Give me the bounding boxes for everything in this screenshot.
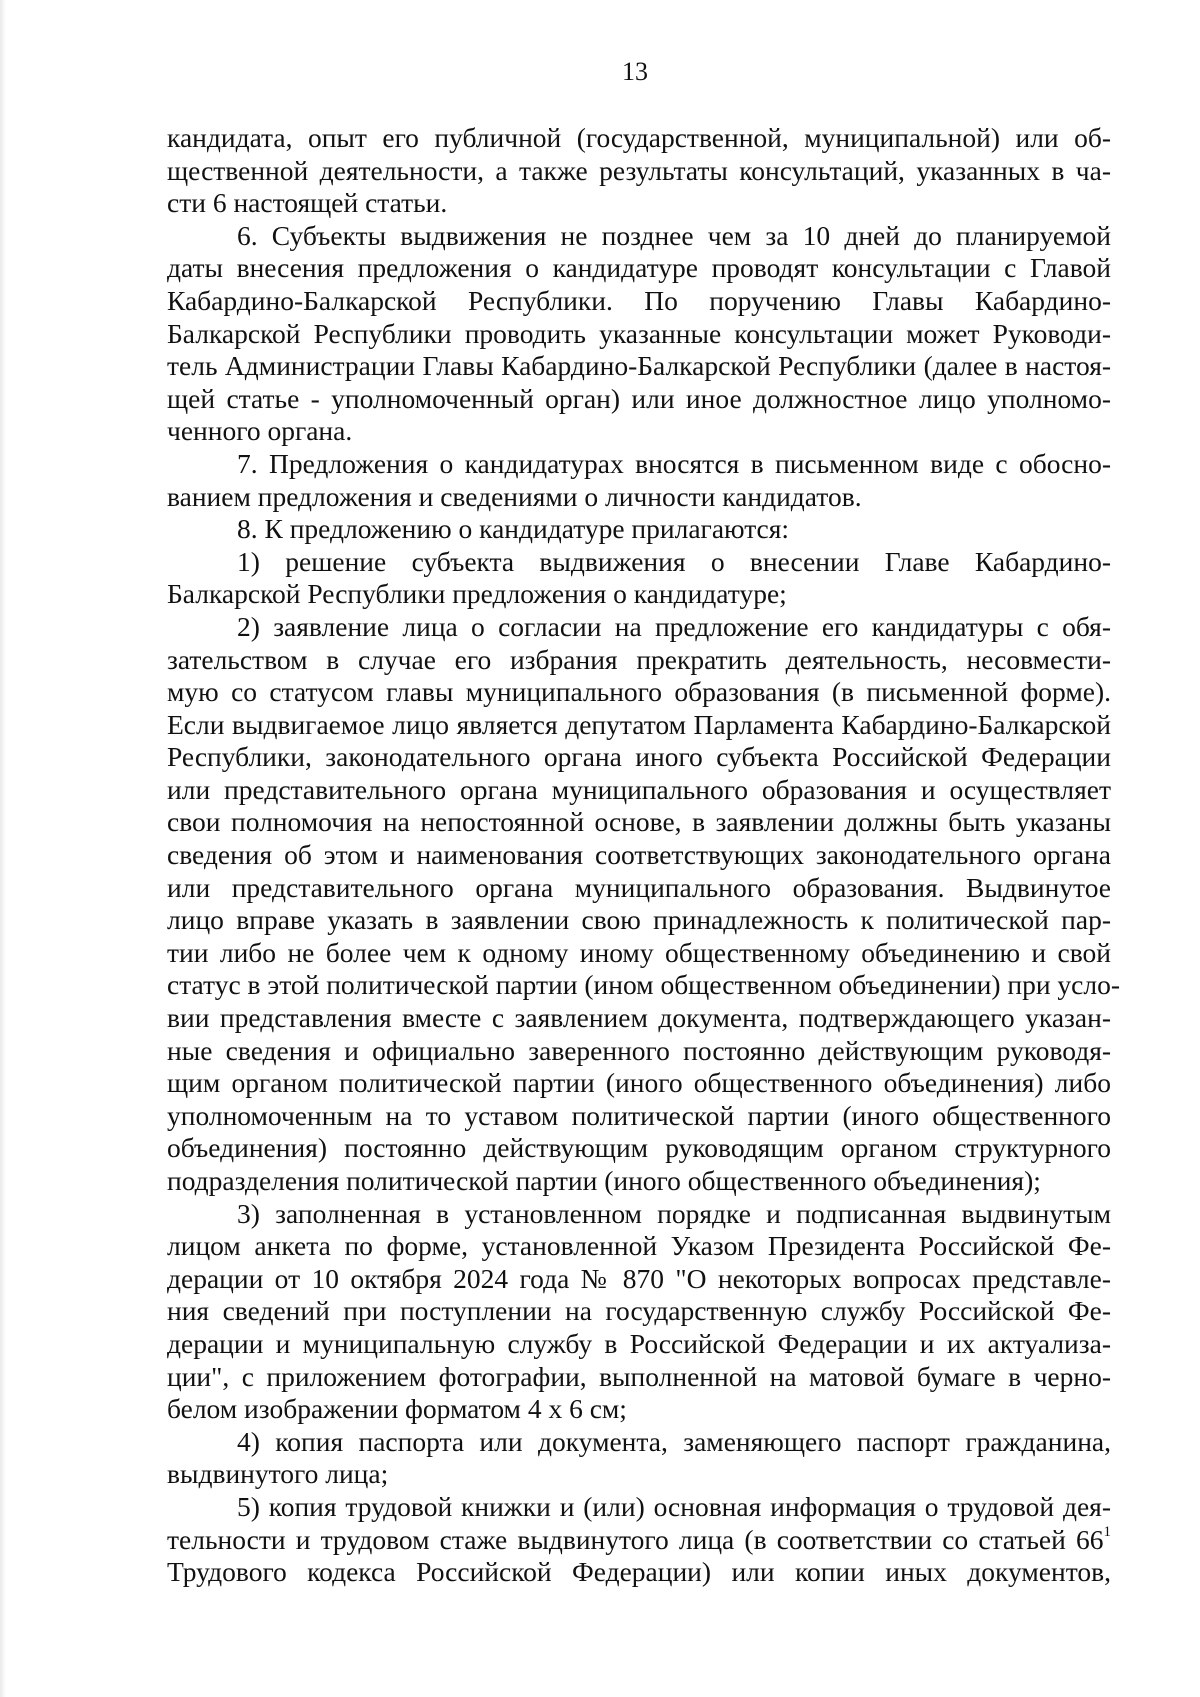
text-line: тель Администрации Главы Кабардино-Балкарской Республики (далее в настоя- bbox=[167, 350, 1111, 382]
text-line: 5) копия трудовой книжки и (или) основная информация о трудовой дея- bbox=[237, 1490, 1111, 1522]
paragraph bbox=[167, 122, 1111, 220]
text-line: ные сведения и официально заверенного постоянно действующим руководя- bbox=[167, 1034, 1111, 1066]
text-line: тии либо не более чем к одному иному общественному объединению и свой bbox=[167, 936, 1111, 968]
paragraph bbox=[167, 513, 1111, 546]
paragraph bbox=[167, 1491, 1111, 1589]
text-line: уполномоченным на то уставом политической партии (иного общественного bbox=[167, 1099, 1111, 1131]
text-line: дерации и муниципальную службу в Российской Федерации и их актуализа- bbox=[167, 1327, 1111, 1359]
paragraph bbox=[167, 1198, 1111, 1426]
text-line-with-footnote bbox=[167, 1524, 1111, 1557]
text-line: 2) заявление лица о согласии на предложение его кандидатуры с обя- bbox=[237, 610, 1111, 642]
paragraph bbox=[167, 546, 1111, 611]
text-line: дерации от 10 октября 2024 года № 870 "О некоторых вопросах представле- bbox=[167, 1262, 1111, 1294]
text-line-content: тельности и трудовом стаже выдвинутого лица (в соответствии со статьей 66 bbox=[167, 1523, 1104, 1555]
text-line: 1) решение субъекта выдвижения о внесении Главе Кабардино- bbox=[237, 545, 1111, 577]
text-line: Балкарской Республики предложения о кандидатуре; bbox=[167, 578, 787, 610]
scan-edge bbox=[0, 0, 6, 1697]
text-line: Республики, законодательного органа иного субъекта Российской Федерации bbox=[167, 741, 1111, 773]
text-line: сведения об этом и наименования соответствующих законодательного органа bbox=[167, 839, 1111, 871]
text-line: Кабардино-Балкарской Республики. По поручению Главы Кабардино- bbox=[167, 284, 1111, 316]
paragraph bbox=[167, 220, 1111, 448]
text-line: щей статье - уполномоченный орган) или иное должностное лицо уполномо- bbox=[167, 382, 1111, 414]
text-line: кандидата, опыт его публичной (государственной, муниципальной) или об- bbox=[167, 122, 1111, 153]
text-line: зательством в случае его избрания прекратить деятельность, несовмести- bbox=[167, 643, 1111, 675]
text-line: статус в этой политической партии (ином общественном объединении) при усло- bbox=[167, 969, 1121, 1001]
text-line: 8. К предложению о кандидатуре прилагаются: bbox=[237, 513, 790, 545]
page-number: 13 bbox=[622, 57, 648, 86]
text-line: белом изображении форматом 4 х 6 см; bbox=[167, 1393, 627, 1425]
text-line: сти 6 настоящей статьи. bbox=[167, 187, 448, 219]
text-line: Балкарской Республики проводить указанные консультации может Руководи- bbox=[167, 317, 1111, 349]
paragraph bbox=[167, 1426, 1111, 1491]
text-line: или представительного органа муниципального образования. Выдвинутое bbox=[167, 871, 1111, 903]
text-line: 4) копия паспорта или документа, заменяющего паспорт гражданина, bbox=[237, 1425, 1111, 1457]
text-line: ния сведений при поступлении на государственную службу Российской Фе- bbox=[167, 1295, 1111, 1327]
text-line: ванием предложения и сведениями о личности кандидатов. bbox=[167, 480, 862, 512]
text-line: ченного органа. bbox=[167, 415, 353, 447]
paragraph bbox=[167, 448, 1111, 513]
text-line: мую со статусом главы муниципального образования (в письменной форме). bbox=[167, 676, 1111, 708]
text-line: объединения) постоянно действующим руководящим органом структурного bbox=[167, 1132, 1111, 1164]
text-line: вии представления вместе с заявлением документа, подтверждающего указан- bbox=[167, 1002, 1111, 1034]
text-line: или представительного органа муниципального образования и осуществляет bbox=[167, 773, 1111, 805]
text-line: даты внесения предложения о кандидатуре проводят консультации с Главой bbox=[167, 252, 1111, 284]
document-body bbox=[167, 122, 1121, 1589]
text-line: щим органом политической партии (иного общественного объединения) либо bbox=[167, 1067, 1111, 1099]
text-line: лицом анкета по форме, установленной Указом Президента Российской Фе- bbox=[167, 1230, 1111, 1262]
text-line: щественной деятельности, а также результаты консультаций, указанных в ча- bbox=[167, 154, 1111, 186]
text-line: подразделения политической партии (иного общественного объединения); bbox=[167, 1165, 1041, 1196]
text-line: Трудового кодекса Российской Федерации) или копии иных документов, bbox=[167, 1556, 1111, 1588]
paragraph bbox=[167, 610, 1121, 1198]
text-line: лицо вправе указать в заявлении свою принадлежность к политической пар- bbox=[167, 904, 1111, 936]
text-line: 3) заполненная в установленном порядке и подписанная выдвинутым bbox=[237, 1197, 1111, 1229]
text-line: свои полномочия на непостоянной основе, в заявлении должны быть указаны bbox=[167, 806, 1111, 838]
text-line: ции", с приложением фотографии, выполненной на матовой бумаге в черно- bbox=[167, 1360, 1111, 1392]
text-line: выдвинутого лица; bbox=[167, 1458, 389, 1490]
footnote-superscript: 1 bbox=[1103, 1523, 1111, 1540]
text-line: 6. Субъекты выдвижения не позднее чем за 10 дней до планируемой bbox=[237, 219, 1111, 251]
text-line: 7. Предложения о кандидатурах вносятся в письменном виде с обосно- bbox=[237, 447, 1111, 479]
text-line: Если выдвигаемое лицо является депутатом Парламента Кабардино-Балкарской bbox=[167, 708, 1111, 740]
